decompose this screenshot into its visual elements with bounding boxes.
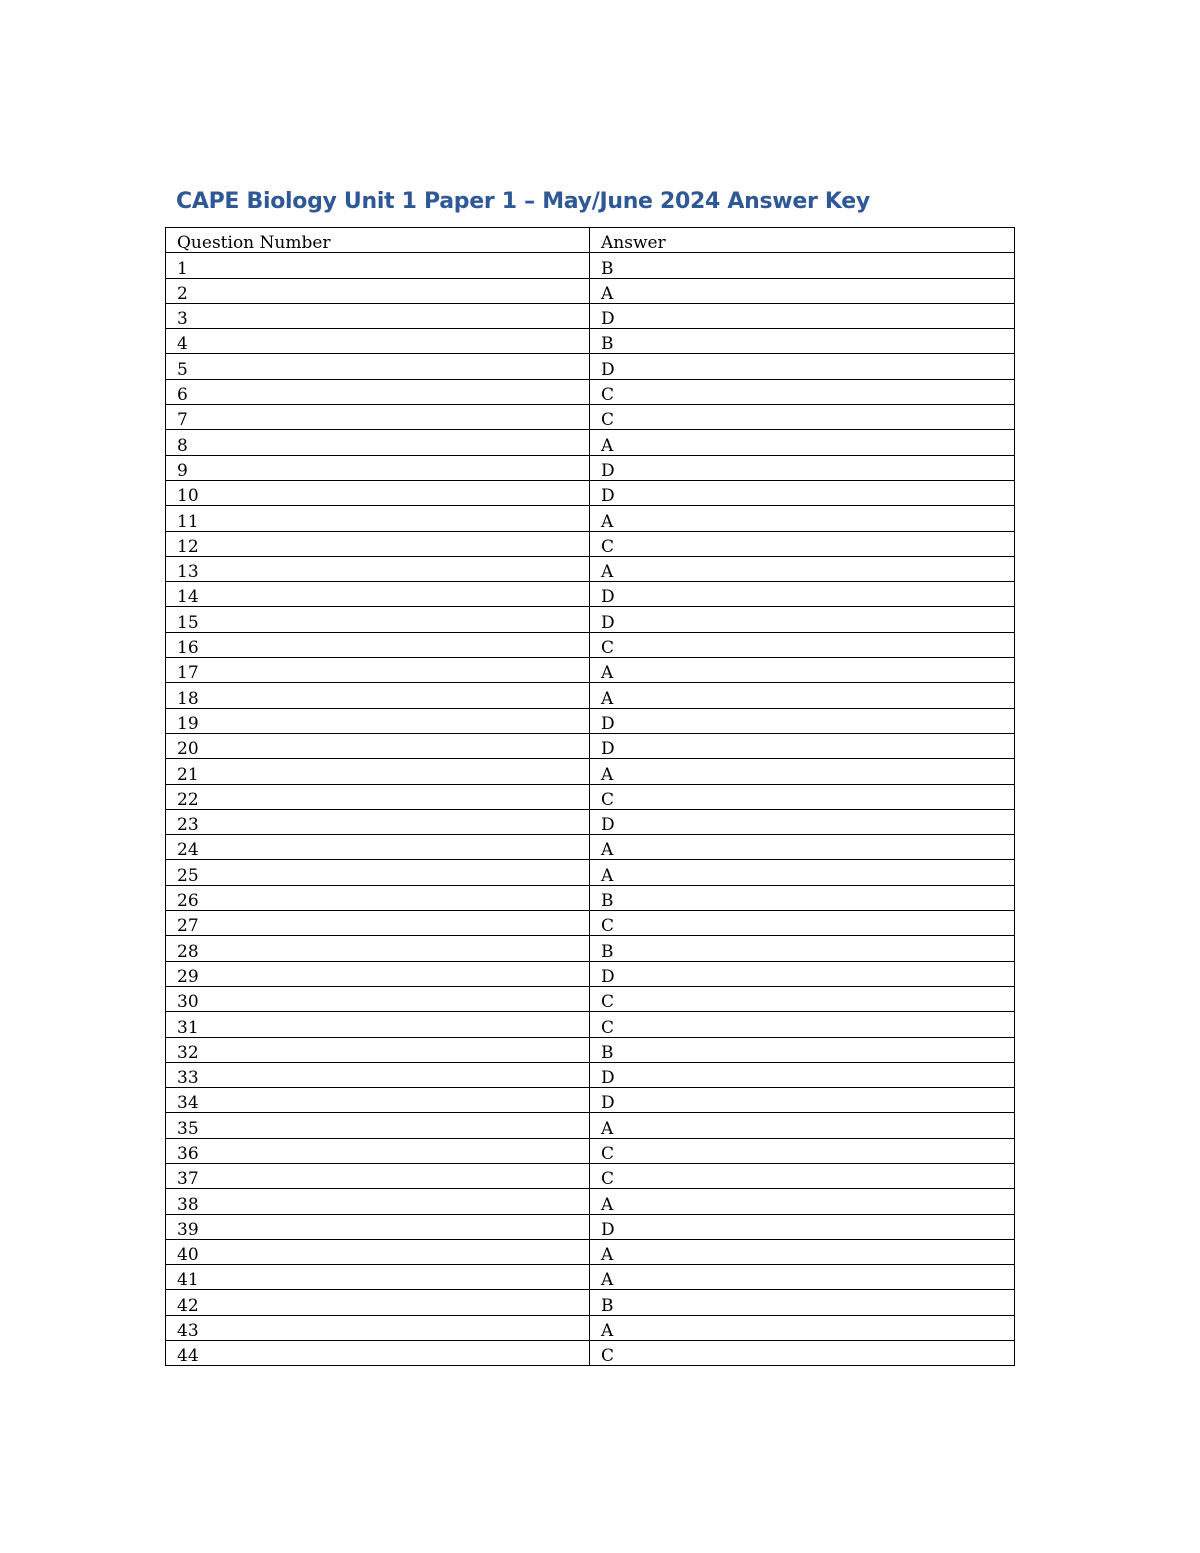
answer-cell: A bbox=[590, 860, 1015, 885]
table-row bbox=[166, 1341, 1015, 1366]
question-number-cell: 15 bbox=[166, 607, 590, 632]
table-row bbox=[166, 480, 1015, 505]
question-number-cell: 4 bbox=[166, 329, 590, 354]
answer-cell: C bbox=[590, 632, 1015, 657]
question-number-cell: 8 bbox=[166, 430, 590, 455]
question-number-cell: 21 bbox=[166, 759, 590, 784]
header-question-number: Question Number bbox=[166, 228, 590, 253]
question-number-cell: 1 bbox=[166, 253, 590, 278]
question-number-cell: 18 bbox=[166, 683, 590, 708]
answer-cell: A bbox=[590, 1239, 1015, 1264]
answer-cell: B bbox=[590, 1037, 1015, 1062]
question-number-cell: 16 bbox=[166, 632, 590, 657]
answer-cell: B bbox=[590, 885, 1015, 910]
answer-cell: C bbox=[590, 986, 1015, 1011]
table-row bbox=[166, 1138, 1015, 1163]
question-number-cell: 26 bbox=[166, 885, 590, 910]
answer-cell: D bbox=[590, 303, 1015, 328]
answer-cell: C bbox=[590, 531, 1015, 556]
table-row bbox=[166, 430, 1015, 455]
question-number-cell: 6 bbox=[166, 379, 590, 404]
question-number-cell: 42 bbox=[166, 1290, 590, 1315]
question-number-cell: 34 bbox=[166, 1088, 590, 1113]
question-number-cell: 20 bbox=[166, 733, 590, 758]
answer-cell: C bbox=[590, 1138, 1015, 1163]
question-number-cell: 36 bbox=[166, 1138, 590, 1163]
table-header-row bbox=[166, 228, 1015, 253]
table-row bbox=[166, 986, 1015, 1011]
question-number-cell: 44 bbox=[166, 1341, 590, 1366]
answer-cell: A bbox=[590, 1113, 1015, 1138]
table-row bbox=[166, 708, 1015, 733]
answer-cell: A bbox=[590, 1315, 1015, 1340]
question-number-cell: 43 bbox=[166, 1315, 590, 1340]
answer-cell: D bbox=[590, 455, 1015, 480]
table-row bbox=[166, 303, 1015, 328]
question-number-cell: 19 bbox=[166, 708, 590, 733]
answer-cell: D bbox=[590, 1062, 1015, 1087]
table-row bbox=[166, 1062, 1015, 1087]
question-number-cell: 12 bbox=[166, 531, 590, 556]
answer-cell: C bbox=[590, 1341, 1015, 1366]
table-row bbox=[166, 1239, 1015, 1264]
question-number-cell: 27 bbox=[166, 911, 590, 936]
table-row bbox=[166, 329, 1015, 354]
table-row bbox=[166, 607, 1015, 632]
answer-cell: D bbox=[590, 961, 1015, 986]
header-answer: Answer bbox=[590, 228, 1015, 253]
question-number-cell: 32 bbox=[166, 1037, 590, 1062]
question-number-cell: 40 bbox=[166, 1239, 590, 1264]
table-row bbox=[166, 1113, 1015, 1138]
answer-cell: D bbox=[590, 809, 1015, 834]
question-number-cell: 5 bbox=[166, 354, 590, 379]
answer-cell: C bbox=[590, 379, 1015, 404]
table-row bbox=[166, 860, 1015, 885]
answer-cell: A bbox=[590, 1265, 1015, 1290]
question-number-cell: 31 bbox=[166, 1012, 590, 1037]
table-row bbox=[166, 531, 1015, 556]
table-row bbox=[166, 936, 1015, 961]
table-row bbox=[166, 1315, 1015, 1340]
question-number-cell: 22 bbox=[166, 784, 590, 809]
table-row bbox=[166, 379, 1015, 404]
question-number-cell: 2 bbox=[166, 278, 590, 303]
answer-cell: A bbox=[590, 278, 1015, 303]
answer-cell: A bbox=[590, 683, 1015, 708]
answer-cell: B bbox=[590, 936, 1015, 961]
table-row bbox=[166, 911, 1015, 936]
table-row bbox=[166, 961, 1015, 986]
table-row bbox=[166, 1037, 1015, 1062]
question-number-cell: 38 bbox=[166, 1189, 590, 1214]
question-number-cell: 25 bbox=[166, 860, 590, 885]
document-title: CAPE Biology Unit 1 Paper 1 – May/June 2024 Answer Key bbox=[176, 189, 870, 214]
answer-cell: C bbox=[590, 1012, 1015, 1037]
answer-cell: D bbox=[590, 1214, 1015, 1239]
table-row bbox=[166, 632, 1015, 657]
question-number-cell: 23 bbox=[166, 809, 590, 834]
table-row bbox=[166, 455, 1015, 480]
question-number-cell: 29 bbox=[166, 961, 590, 986]
answer-cell: D bbox=[590, 354, 1015, 379]
question-number-cell: 39 bbox=[166, 1214, 590, 1239]
table-row bbox=[166, 1290, 1015, 1315]
question-number-cell: 41 bbox=[166, 1265, 590, 1290]
table-row bbox=[166, 1088, 1015, 1113]
answer-cell: D bbox=[590, 480, 1015, 505]
question-number-cell: 3 bbox=[166, 303, 590, 328]
answer-cell: A bbox=[590, 658, 1015, 683]
answer-cell: D bbox=[590, 607, 1015, 632]
table-row bbox=[166, 835, 1015, 860]
table-row bbox=[166, 784, 1015, 809]
table-row bbox=[166, 809, 1015, 834]
answer-cell: C bbox=[590, 911, 1015, 936]
answer-cell: D bbox=[590, 733, 1015, 758]
table-row bbox=[166, 683, 1015, 708]
question-number-cell: 37 bbox=[166, 1163, 590, 1188]
question-number-cell: 11 bbox=[166, 506, 590, 531]
table-row bbox=[166, 405, 1015, 430]
answer-cell: D bbox=[590, 1088, 1015, 1113]
answer-cell: A bbox=[590, 506, 1015, 531]
answer-cell: B bbox=[590, 1290, 1015, 1315]
table-row bbox=[166, 1189, 1015, 1214]
answer-cell: B bbox=[590, 253, 1015, 278]
question-number-cell: 35 bbox=[166, 1113, 590, 1138]
answer-cell: A bbox=[590, 556, 1015, 581]
table-row bbox=[166, 506, 1015, 531]
table-row bbox=[166, 759, 1015, 784]
table-row bbox=[166, 1163, 1015, 1188]
answer-key-table bbox=[165, 227, 1015, 1366]
answer-cell: A bbox=[590, 835, 1015, 860]
question-number-cell: 30 bbox=[166, 986, 590, 1011]
question-number-cell: 13 bbox=[166, 556, 590, 581]
table-row bbox=[166, 1265, 1015, 1290]
question-number-cell: 24 bbox=[166, 835, 590, 860]
question-number-cell: 9 bbox=[166, 455, 590, 480]
answer-cell: A bbox=[590, 430, 1015, 455]
table-row bbox=[166, 582, 1015, 607]
answer-key-body bbox=[166, 228, 1015, 1366]
table-row bbox=[166, 1214, 1015, 1239]
question-number-cell: 33 bbox=[166, 1062, 590, 1087]
answer-cell: A bbox=[590, 759, 1015, 784]
question-number-cell: 7 bbox=[166, 405, 590, 430]
answer-cell: C bbox=[590, 784, 1015, 809]
table-row bbox=[166, 733, 1015, 758]
table-row bbox=[166, 278, 1015, 303]
table-row bbox=[166, 658, 1015, 683]
table-row bbox=[166, 885, 1015, 910]
table-row bbox=[166, 1012, 1015, 1037]
question-number-cell: 28 bbox=[166, 936, 590, 961]
table-row bbox=[166, 253, 1015, 278]
question-number-cell: 10 bbox=[166, 480, 590, 505]
table-row bbox=[166, 556, 1015, 581]
answer-cell: D bbox=[590, 708, 1015, 733]
answer-cell: C bbox=[590, 405, 1015, 430]
answer-cell: B bbox=[590, 329, 1015, 354]
table-row bbox=[166, 354, 1015, 379]
answer-cell: C bbox=[590, 1163, 1015, 1188]
answer-cell: A bbox=[590, 1189, 1015, 1214]
answer-cell: D bbox=[590, 582, 1015, 607]
question-number-cell: 17 bbox=[166, 658, 590, 683]
question-number-cell: 14 bbox=[166, 582, 590, 607]
